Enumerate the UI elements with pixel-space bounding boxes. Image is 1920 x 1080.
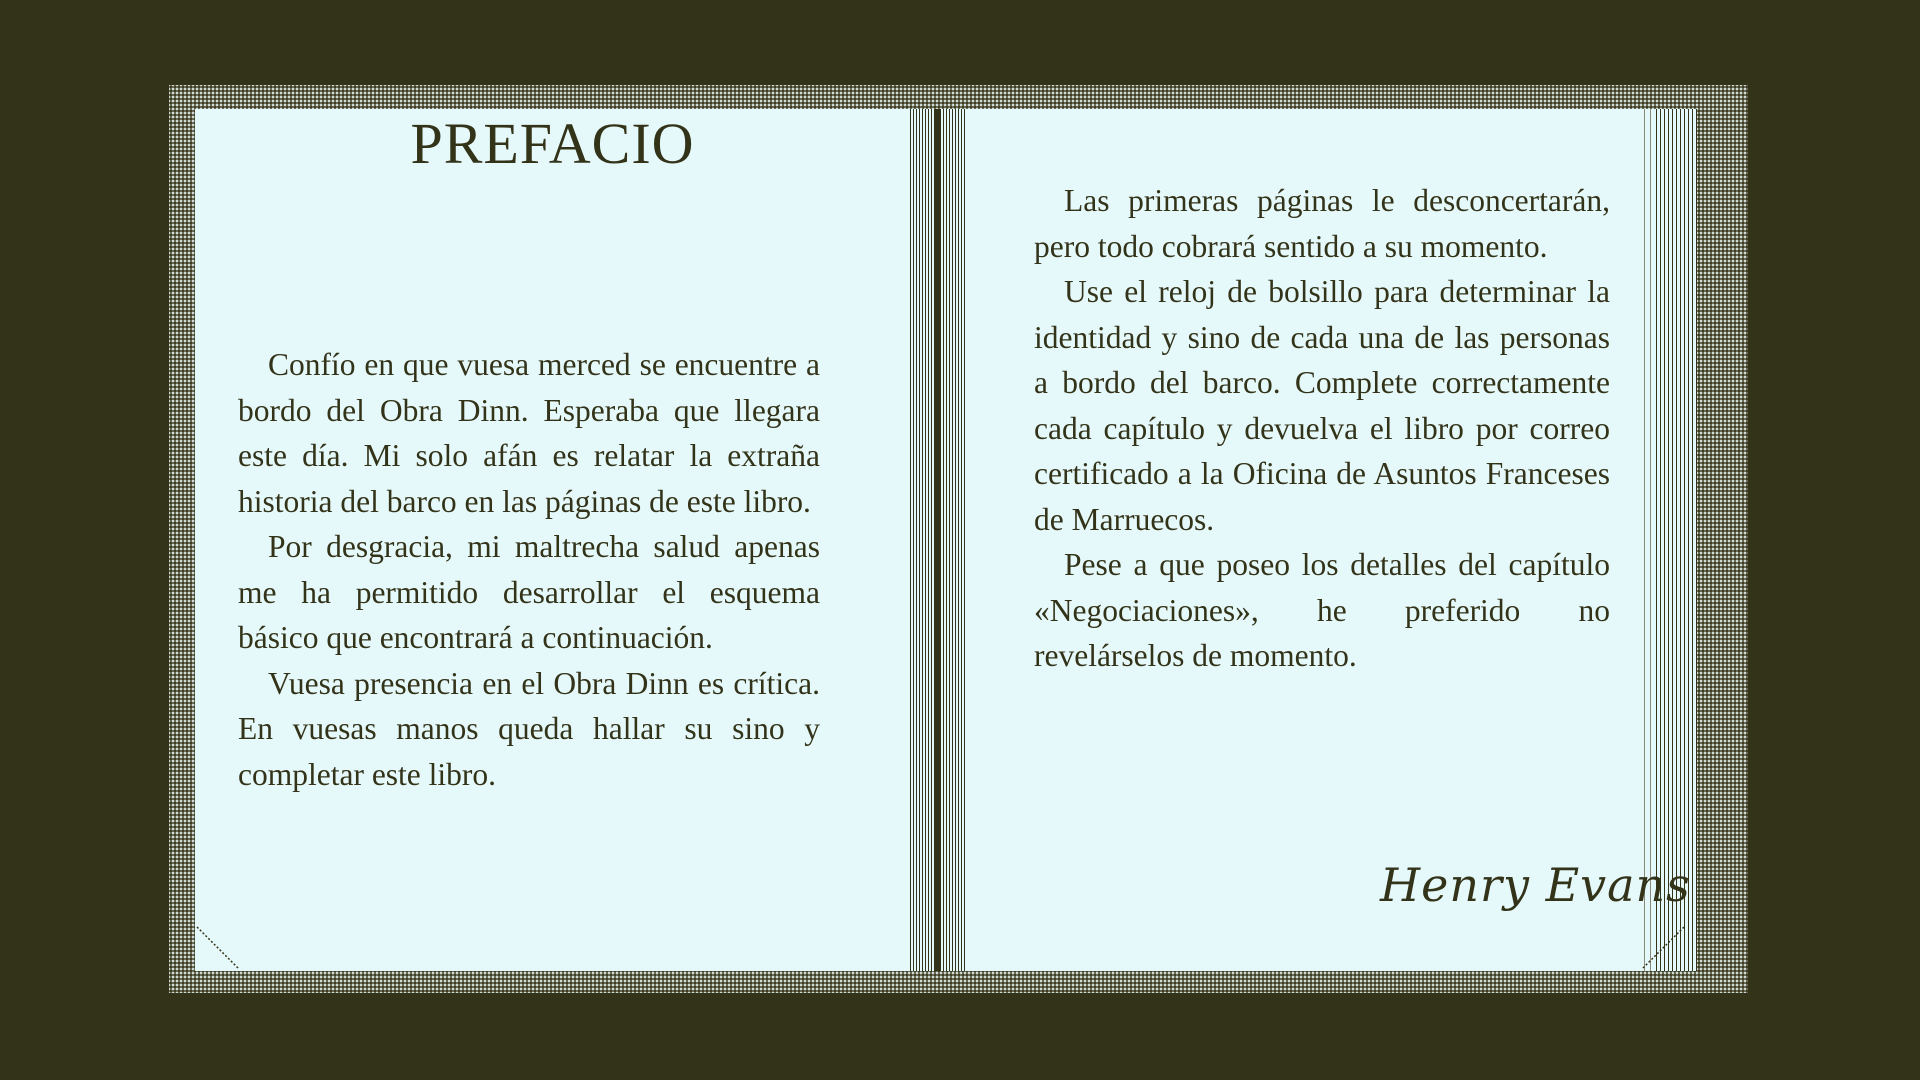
preface-paragraph-3: Vuesa presencia en el Obra Dinn es crítica. En vuesas manos queda hallar su sino y completar este libro.: [238, 665, 820, 792]
signature-henry-evans: Henry Evans: [1380, 858, 1691, 912]
spine-center-line: [934, 109, 940, 971]
previous-page-corner-icon[interactable]: [195, 925, 241, 971]
page-stack-edge: [1653, 109, 1697, 971]
next-page-corner-icon[interactable]: [1640, 925, 1686, 971]
book-spine: [910, 109, 967, 971]
instructions-text: [1034, 178, 1610, 679]
page-title: PREFACIO: [410, 111, 695, 176]
instructions-paragraph-2: Use el reloj de bolsillo para determinar la identidad y sino de cada una de las personas a bordo del barco. Complete correctamente cada capítulo y devuelva el libro por correo certificado a la Oficina de Asuntos Franceses de Marruecos.: [1034, 274, 1610, 537]
preface-text: [238, 342, 820, 797]
preface-paragraph-1: Confío en que vuesa merced se encuentre a bordo del Obra Dinn. Esperaba que llegara este día. Mi solo afán es relatar la extraña historia del barco en las páginas de este libro.: [238, 347, 820, 519]
instructions-paragraph-1: Las primeras páginas le desconcertarán, pero todo cobrará sentido a su momento.: [1034, 183, 1610, 264]
page-stack-fade: [1639, 109, 1653, 971]
preface-paragraph-2: Por desgracia, mi maltrecha salud apenas me ha permitido desarrollar el esquema básico que encontrará a continuación.: [238, 529, 820, 655]
instructions-paragraph-3: Pese a que poseo los detalles del capítulo «Negociaciones», he preferido no revelárselos de momento.: [1034, 547, 1610, 673]
